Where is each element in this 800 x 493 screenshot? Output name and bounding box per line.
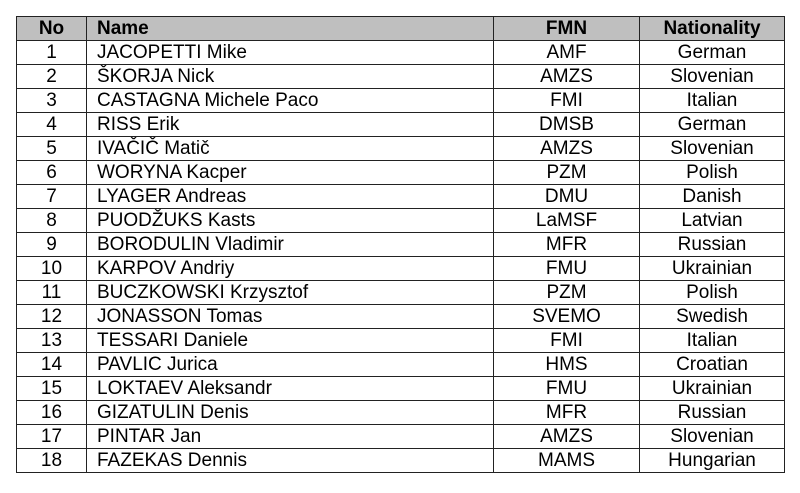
table-row: [17, 329, 785, 353]
cell-nationality: Slovenian: [640, 425, 785, 449]
table-row: [17, 401, 785, 425]
cell-no: 7: [17, 185, 87, 209]
cell-fmn: DMSB: [494, 113, 640, 137]
cell-name: LYAGER Andreas: [87, 185, 494, 209]
cell-nationality: Swedish: [640, 305, 785, 329]
cell-fmn: HMS: [494, 353, 640, 377]
cell-name: PAVLIC Jurica: [87, 353, 494, 377]
table-row: [17, 161, 785, 185]
cell-fmn: DMU: [494, 185, 640, 209]
cell-nationality: Ukrainian: [640, 257, 785, 281]
cell-fmn: AMZS: [494, 65, 640, 89]
column-header-name: Name: [87, 17, 494, 41]
cell-nationality: Polish: [640, 281, 785, 305]
cell-nationality: Slovenian: [640, 65, 785, 89]
cell-no: 13: [17, 329, 87, 353]
cell-fmn: AMF: [494, 41, 640, 65]
cell-name: FAZEKAS Dennis: [87, 449, 494, 473]
cell-name: IVAČIČ Matič: [87, 137, 494, 161]
cell-no: 17: [17, 425, 87, 449]
cell-fmn: MFR: [494, 233, 640, 257]
table-row: [17, 425, 785, 449]
cell-fmn: LaMSF: [494, 209, 640, 233]
table-row: [17, 185, 785, 209]
cell-fmn: PZM: [494, 281, 640, 305]
cell-name: KARPOV Andriy: [87, 257, 494, 281]
cell-no: 10: [17, 257, 87, 281]
cell-no: 16: [17, 401, 87, 425]
cell-name: JACOPETTI Mike: [87, 41, 494, 65]
cell-no: 5: [17, 137, 87, 161]
cell-no: 4: [17, 113, 87, 137]
cell-no: 11: [17, 281, 87, 305]
header-row: [17, 17, 785, 41]
table-body: [17, 41, 785, 473]
table-row: [17, 377, 785, 401]
cell-name: PUODŽUKS Kasts: [87, 209, 494, 233]
table-row: [17, 65, 785, 89]
cell-name: WORYNA Kacper: [87, 161, 494, 185]
cell-fmn: MAMS: [494, 449, 640, 473]
table-row: [17, 209, 785, 233]
cell-nationality: Ukrainian: [640, 377, 785, 401]
cell-fmn: FMI: [494, 89, 640, 113]
cell-name: GIZATULIN Denis: [87, 401, 494, 425]
cell-name: RISS Erik: [87, 113, 494, 137]
cell-nationality: Croatian: [640, 353, 785, 377]
cell-nationality: German: [640, 113, 785, 137]
cell-fmn: AMZS: [494, 425, 640, 449]
cell-no: 8: [17, 209, 87, 233]
cell-fmn: FMU: [494, 377, 640, 401]
cell-name: JONASSON Tomas: [87, 305, 494, 329]
cell-no: 12: [17, 305, 87, 329]
cell-nationality: Polish: [640, 161, 785, 185]
cell-no: 6: [17, 161, 87, 185]
cell-no: 9: [17, 233, 87, 257]
table-row: [17, 113, 785, 137]
cell-nationality: Slovenian: [640, 137, 785, 161]
cell-fmn: FMI: [494, 329, 640, 353]
cell-nationality: Russian: [640, 401, 785, 425]
table-row: [17, 449, 785, 473]
cell-no: 15: [17, 377, 87, 401]
cell-name: TESSARI Daniele: [87, 329, 494, 353]
table-row: [17, 281, 785, 305]
table-row: [17, 257, 785, 281]
cell-name: BORODULIN Vladimir: [87, 233, 494, 257]
cell-nationality: Italian: [640, 329, 785, 353]
cell-no: 18: [17, 449, 87, 473]
column-header-fmn: FMN: [494, 17, 640, 41]
cell-fmn: FMU: [494, 257, 640, 281]
cell-nationality: German: [640, 41, 785, 65]
table-row: [17, 353, 785, 377]
table-header: [17, 17, 785, 41]
cell-fmn: PZM: [494, 161, 640, 185]
table-row: [17, 305, 785, 329]
cell-no: 2: [17, 65, 87, 89]
cell-name: BUCZKOWSKI Krzysztof: [87, 281, 494, 305]
table-row: [17, 89, 785, 113]
cell-nationality: Latvian: [640, 209, 785, 233]
cell-fmn: SVEMO: [494, 305, 640, 329]
riders-table: [16, 16, 785, 473]
cell-no: 1: [17, 41, 87, 65]
cell-nationality: Danish: [640, 185, 785, 209]
column-header-nationality: Nationality: [640, 17, 785, 41]
cell-name: CASTAGNA Michele Paco: [87, 89, 494, 113]
cell-nationality: Hungarian: [640, 449, 785, 473]
cell-name: PINTAR Jan: [87, 425, 494, 449]
cell-no: 3: [17, 89, 87, 113]
table-row: [17, 41, 785, 65]
cell-nationality: Italian: [640, 89, 785, 113]
cell-name: ŠKORJA Nick: [87, 65, 494, 89]
table-row: [17, 137, 785, 161]
cell-fmn: AMZS: [494, 137, 640, 161]
column-header-no: No: [17, 17, 87, 41]
table-row: [17, 233, 785, 257]
cell-fmn: MFR: [494, 401, 640, 425]
cell-no: 14: [17, 353, 87, 377]
cell-name: LOKTAEV Aleksandr: [87, 377, 494, 401]
cell-nationality: Russian: [640, 233, 785, 257]
